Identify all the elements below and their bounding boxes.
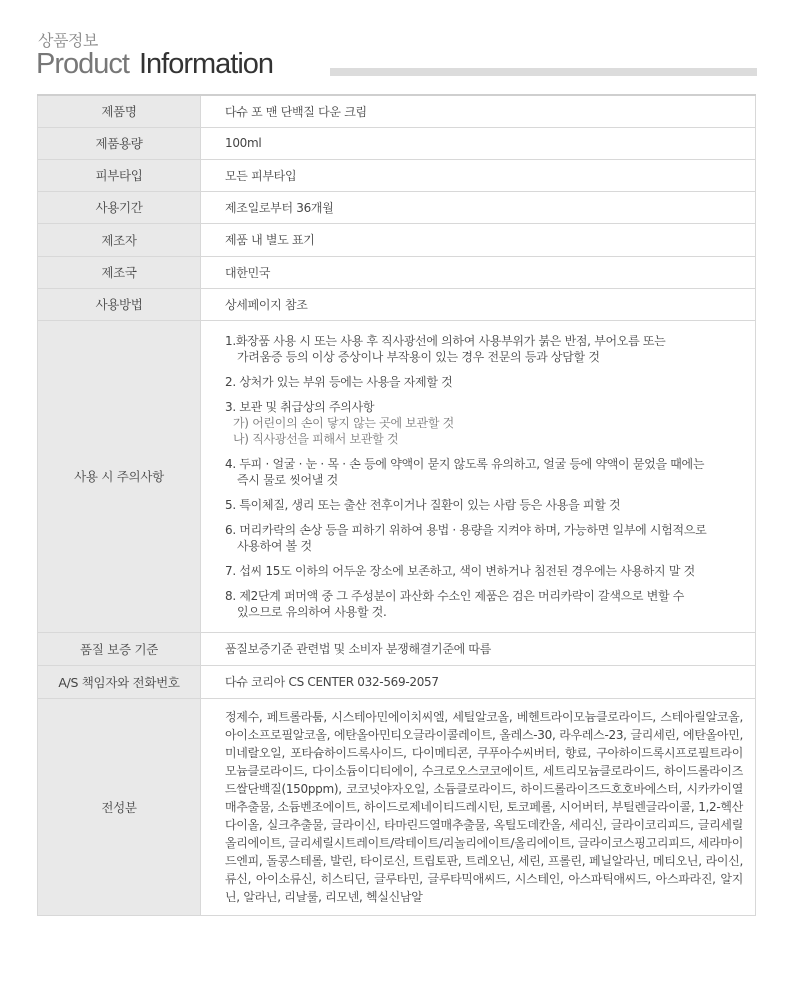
title-word-product: Product bbox=[36, 48, 129, 80]
usage-value: 상세페이지 참조 bbox=[201, 288, 756, 320]
row-label: 사용기간 bbox=[38, 191, 201, 223]
table-row bbox=[38, 223, 756, 256]
table-row bbox=[38, 288, 756, 320]
row-label: 사용 시 주의사항 bbox=[38, 320, 201, 632]
ingredients-value: 정제수, 페트롤라툼, 시스테아민에이치씨엘, 세틸알코올, 베헨트라이모늄클로라이드, 스테아릴알코올, 아이소프로필알코올, 에탄올아민티오글라이콜레이트, 올레스-30, 라우레스-23, 글리세린, 에탄올아민, 미네랄오일, 포타슘하이드록사이드, 다이메티콘, 쿠푸아수씨버터, 향료, 구아하이드록시프로필트라이모늄클로라이드, 다이소듐이디티에이, 수크로오스코코에이트, 세트리모늄클로라이드, 하이드롤라이즈드쌀단백질(150ppm), 코코넛야자오일, 소듐클로라이드, 하이드롤라이즈드호호바에스터, 시카카이열매추출물, 소듐벤조에이트, 하이드로제네이티드레시틴, 토코페롤, 시어버터, 부틸렌글라이콜, 1,2-헥산다이올, 실크추출물, 글라이신, 타마린드열매추출물, 옥틸도데칸올, 세리신, 글라이코리피드, 글리세릴올리에이트, 글리세릴시트레이트/락테이트/리놀리에이트/올리에이트, 글라이코스핑고리피드, 세라마이드엔피, 돌콩스테롤, 발린, 타이로신, 트립토판, 트레오닌, 세린, 프롤린, 페닐알라닌, 메티오닌, 라이신, 류신, 아이소류신, 히스티딘, 글루타민, 글루타믹애씨드, 시스테인, 아스파틱애씨드, 아스파라진, 알지닌, 알라닌, 리날룰, 리모넨, 헥실신남알 bbox=[201, 698, 756, 915]
caution-subitem: 가) 어린이의 손이 닿지 않는 곳에 보관할 것 bbox=[233, 415, 454, 430]
caution-item: 1.화장품 사용 시 또는 사용 후 직사광선에 의하여 사용부위가 붉은 반점, 부어오름 또는 가려움증 등의 이상 증상이나 부작용이 있는 경우 전문의 등과 상담할 것 bbox=[225, 333, 666, 364]
section-title bbox=[36, 48, 273, 81]
caution-item: 6. 머리카락의 손상 등을 피하기 위하여 용법 · 용량을 지켜야 하며, 가능하면 일부에 시험적으로 사용하여 볼 것 bbox=[225, 522, 707, 553]
table-row bbox=[38, 632, 756, 665]
table-row bbox=[38, 127, 756, 159]
header-divider bbox=[330, 68, 757, 76]
period-value: 제조일로부터 36개월 bbox=[201, 191, 756, 223]
table-row bbox=[38, 95, 756, 127]
row-label: 제품명 bbox=[38, 95, 201, 127]
caution-item: 7. 섭씨 15도 이하의 어두운 장소에 보존하고, 색이 변하거나 침전된 경우에는 사용하지 말 것 bbox=[225, 563, 695, 578]
title-word-information: Information bbox=[138, 48, 274, 80]
volume-value: 100ml bbox=[201, 127, 756, 159]
row-label: 제조국 bbox=[38, 256, 201, 288]
table-row bbox=[38, 698, 756, 915]
row-label: 피부타입 bbox=[38, 159, 201, 191]
table-row bbox=[38, 159, 756, 191]
row-label: 품질 보증 기준 bbox=[38, 632, 201, 665]
caution-item: 8. 제2단계 퍼머액 중 그 주성분이 과산화 수소인 제품은 검은 머리카락이 갈색으로 변할 수 있으므로 유의하여 사용할 것. bbox=[225, 588, 685, 619]
caution-item: 2. 상처가 있는 부위 등에는 사용을 자제할 것 bbox=[225, 374, 453, 389]
caution-subitem: 나) 직사광선을 피해서 보관할 것 bbox=[233, 431, 399, 446]
section-header bbox=[36, 28, 756, 80]
as-contact-value: 다슈 코리아 CS CENTER 032-569-2057 bbox=[201, 665, 756, 698]
row-label: 제품용량 bbox=[38, 127, 201, 159]
cautions-value bbox=[201, 320, 756, 632]
caution-item: 3. 보관 및 취급상의 주의사항 가) 어린이의 손이 닿지 않는 곳에 보관할 것 나) 직사광선을 피해서 보관할 것 bbox=[225, 399, 741, 447]
table-row bbox=[38, 320, 756, 632]
section-subtitle: 상품정보 bbox=[38, 31, 98, 50]
caution-item: 5. 특이체질, 생리 또는 출산 전후이거나 질환이 있는 사람 등은 사용을 피할 것 bbox=[225, 497, 621, 512]
table-row bbox=[38, 256, 756, 288]
table-row bbox=[38, 665, 756, 698]
table-row bbox=[38, 191, 756, 223]
country-value: 대한민국 bbox=[201, 256, 756, 288]
quality-value: 품질보증기준 관련법 및 소비자 분쟁해결기준에 따름 bbox=[201, 632, 756, 665]
row-label: 사용방법 bbox=[38, 288, 201, 320]
product-info-table bbox=[37, 94, 756, 916]
caution-item: 4. 두피 · 얼굴 · 눈 · 목 · 손 등에 약액이 묻지 않도록 유의하고, 얼굴 등에 약액이 묻었을 때에는 즉시 물로 씻어낼 것 bbox=[225, 456, 705, 487]
product-name-value: 다슈 포 맨 단백질 다운 크림 bbox=[201, 95, 756, 127]
row-label: A/S 책임자와 전화번호 bbox=[38, 665, 201, 698]
skin-type-value: 모든 피부타입 bbox=[201, 159, 756, 191]
row-label: 전성분 bbox=[38, 698, 201, 915]
manufacturer-value: 제품 내 별도 표기 bbox=[201, 223, 756, 256]
row-label: 제조자 bbox=[38, 223, 201, 256]
